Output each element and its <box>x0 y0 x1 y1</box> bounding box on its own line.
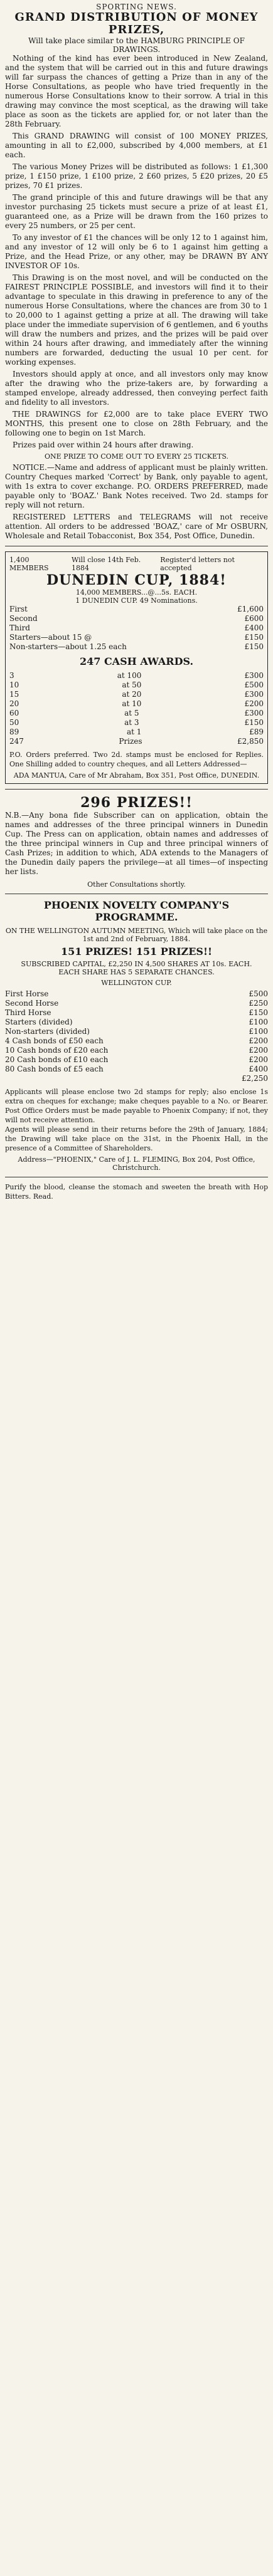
main-paragraph: Nothing of the kind has ever been introduced in New Zealand, and the system that will be carried out in this and future drawings will far surpass the chances of getting a Prize than in any of the Horse Consultations, as people who have tried frequently in the numerous Horse Consultations know to their sorrow. A trial in this drawing may convince the most sceptical, as the drawing will take place as soon as the tickets are applied for, or not later than the 28th February. <box>5 54 268 128</box>
phoenix-row: Starters (divided) £100 <box>5 1018 268 1026</box>
place-row: First £1,600 <box>9 605 264 613</box>
phoenix-cup: WELLINGTON CUP. <box>101 979 172 987</box>
cash-awards <box>9 671 264 746</box>
award-row: 3 at 100 £300 <box>9 671 264 680</box>
phoenix-row: 10 Cash bonds of £20 each £200 <box>5 1046 268 1055</box>
divider <box>5 789 268 790</box>
phoenix-applicants: Applicants will please enclose two 2d stamps for reply; also enclose 1s extra on cheques for exchange; make cheques payable to a No. or Bearer. Post Office Orders must be made payable to Phoenix Company; if not, they will not receive attention. <box>5 1088 268 1124</box>
award-row: 10 at 50 £500 <box>9 681 264 689</box>
phoenix-row: 80 Cash bonds of £5 each £400 <box>5 1065 268 1073</box>
dunedin-cup-address: ADA MANTUA, Care of Mr Abraham, Box 351, Post Office, DUNEDIN. <box>13 771 260 780</box>
dunedin-cup-topline <box>9 556 264 572</box>
dunedin-cup-box <box>5 551 268 784</box>
ada-title: 296 PRIZES!! <box>80 795 193 811</box>
notice-block <box>5 463 268 541</box>
ada-paragraph: N.B.—Any bona fide Subscriber can on application, obtain the names and addresses of the three principal winners in Dunedin Cup. The Press can on application, obtain names and addresses of the three principal winners in Cup and three principal winners of Cash Prizes; in addition to which, ADA extends to the Managers of the Dunedin daily papers the privilege—at all times—of inspecting her lists. <box>5 811 268 876</box>
main-paragraph: The various Money Prizes will be distributed as follows: 1 £1,300 prize, 1 £150 prize, 1 £100 prize, 2 £60 prizes, 5 £20 prizes, 20 £5 prizes, 70 £1 prizes. <box>5 162 268 190</box>
phoenix-prize-line: 151 PRIZES! 151 PRIZES!! <box>60 946 213 957</box>
members-left: 1,400 MEMBERS <box>9 556 49 572</box>
main-paragraph: This GRAND DRAWING will consist of 100 MONEY PRIZES, amounting in all to £2,000, subscribed by 4,000 members, at £1 each. <box>5 132 268 159</box>
award-row: 20 at 10 £200 <box>9 699 264 708</box>
section-header: SPORTING NEWS. <box>96 3 177 11</box>
phoenix-row: 20 Cash bonds of £10 each £200 <box>5 1055 268 1064</box>
award-row: 60 at 5 £300 <box>9 709 264 717</box>
grand-distribution-sub: Will take place similar to the HAMBURG PRINCIPLE OF DRAWINGS. <box>28 36 245 54</box>
phoenix-row: Non-starters (divided) £100 <box>5 1027 268 1036</box>
main-paragraph: The grand principle of this and future drawings will be that any investor purchasing 25 tickets must secure a prize of at least £1, guaranteed one, as a Prize will be drawn from the 160 prizes to every 25 numbers, or 25 per cent. <box>5 193 268 230</box>
dunedin-cup-title: DUNEDIN CUP, 1884! <box>46 572 227 588</box>
phoenix-agents: Agents will please send in their returns before the 29th of January, 1884; the Drawing will take place on the 31st, in the Phoenix Hall, in the presence of a Committee of Shareholders. <box>5 1125 268 1152</box>
award-row: 89 at 1 £89 <box>9 727 264 736</box>
phoenix-row: Third Horse £150 <box>5 1008 268 1017</box>
newspaper-column <box>5 0 268 2576</box>
main-paragraph: Investors should apply at once, and all investors only may know after the drawing who the prize-takers are, by forwarding a stamped envelope, already addressed, then conveying perfect faith and fidelity to all investors. <box>5 370 268 407</box>
award-row: 15 at 20 £300 <box>9 690 264 699</box>
main-paragraph: To any investor of £1 the chances will be only 12 to 1 against him, and any investor of 12 will only be 6 to 1 against him getting a Prize, and the Head Prize, or any other, may be DRAWN BY ANY INVESTOR OF 10s. <box>5 233 268 270</box>
main-paragraph: This Drawing is on the most novel, and will be conducted on the FAIREST PRINCIPLE POSSIBLE, and investors will find it to their advantage to speculate in this drawing in preference to any of the numerous Horse Consultations, where the chances are from 30 to 1 to 20,000 to 1 against getting a prize at all. The drawing will take place under the immediate supervision of 6 gentlemen, and 6 youths will draw the numbers and prizes, and the prizes will be paid over within 24 hours after drawing, and immediately after the winning numbers are forwarded, deducting the usual 10 per cent. for working expenses. <box>5 273 268 367</box>
phoenix-total: £2,250 <box>242 1074 268 1083</box>
phoenix-title: PHOENIX NOVELTY COMPANY'S PROGRAMME. <box>43 899 230 923</box>
notice-paragraph: NOTICE.—Name and address of applicant must be plainly written. Country Cheques marked 'Correct' by Bank, only payable to agent, with 1s extra to cover exchange. P.O. ORDERS PREFERRED, made payable only to 'BOAZ.' Bank Notes received. Two 2d. stamps for reply will not return. <box>5 463 268 509</box>
grand-distribution-title: GRAND DISTRIBUTION OF MONEY PRIZES, <box>14 11 259 36</box>
cash-awards-title: 247 CASH AWARDS. <box>79 655 194 667</box>
ada-other: Other Consultations shortly. <box>87 880 186 889</box>
dunedin-cup-places <box>9 605 264 652</box>
will-close: Will close 14th Feb. 1884 <box>72 556 141 572</box>
phoenix-row: Second Horse £250 <box>5 999 268 1008</box>
award-row: 50 at 3 £150 <box>9 718 264 727</box>
main-paragraph: THE DRAWINGS for £2,000 are to take place EVERY TWO MONTHS, this present one to close on 28th February, and the following one to begin on 1st March. <box>5 410 268 437</box>
phoenix-address: Address—"PHOENIX," Care of J. L. FLEMING, Box 204, Post Office, Christchurch. <box>18 1155 255 1172</box>
registered-paragraph: REGISTERED LETTERS and TELEGRAMS will not receive attention. All orders to be addressed 'BOAZ,' care of Mr OSBURN, Wholesale and Retail Tobacconist, Box 354, Post Office, Dunedin. <box>5 513 268 540</box>
prize-line: ONE PRIZE TO COME OUT TO EVERY 25 TICKETS. <box>45 452 228 461</box>
phoenix-sub: ON THE WELLINGTON AUTUMN MEETING, Which will take place on the 1st and 2nd of February, 1884. <box>5 927 268 943</box>
place-row: Starters—about 15 @ £150 <box>9 633 264 642</box>
phoenix-places <box>5 989 268 1083</box>
place-row: Second £600 <box>9 614 264 623</box>
register-note: Register'd letters not accepted <box>160 556 235 572</box>
phoenix-row: First Horse £500 <box>5 989 268 998</box>
phoenix-capital: SUBSCRIBED CAPITAL, £2,250 IN 4,500 SHARES AT 10s. EACH. <box>21 960 252 968</box>
main-paragraph: Prizes paid over within 24 hours after drawing. <box>13 441 194 449</box>
place-row: Third £400 <box>9 623 264 632</box>
main-paragraphs <box>5 54 268 450</box>
award-row: 247 Prizes £2,850 <box>9 737 264 746</box>
phoenix-row: 4 Cash bonds of £50 each £200 <box>5 1036 268 1045</box>
dunedin-cup-subline: 14,000 MEMBERS...@...5s. EACH. <box>75 588 198 597</box>
dunedin-cup-noms: 1 DUNEDIN CUP. 49 Nominations. <box>75 597 198 605</box>
phoenix-each-share: EACH SHARE HAS 5 SEPARATE CHANCES. <box>58 968 215 976</box>
place-row: Non-starters—about 1.25 each £150 <box>9 642 264 651</box>
closing-note: Purify the blood, cleanse the stomach and sweeten the breath with Hop Bitters. Read. <box>5 1183 268 1201</box>
dunedin-cup-note: P.O. Orders preferred. Two 2d. stamps must be enclosed for Replies. One Shilling added to country cheques, and all Letters Addressed— <box>9 751 264 768</box>
